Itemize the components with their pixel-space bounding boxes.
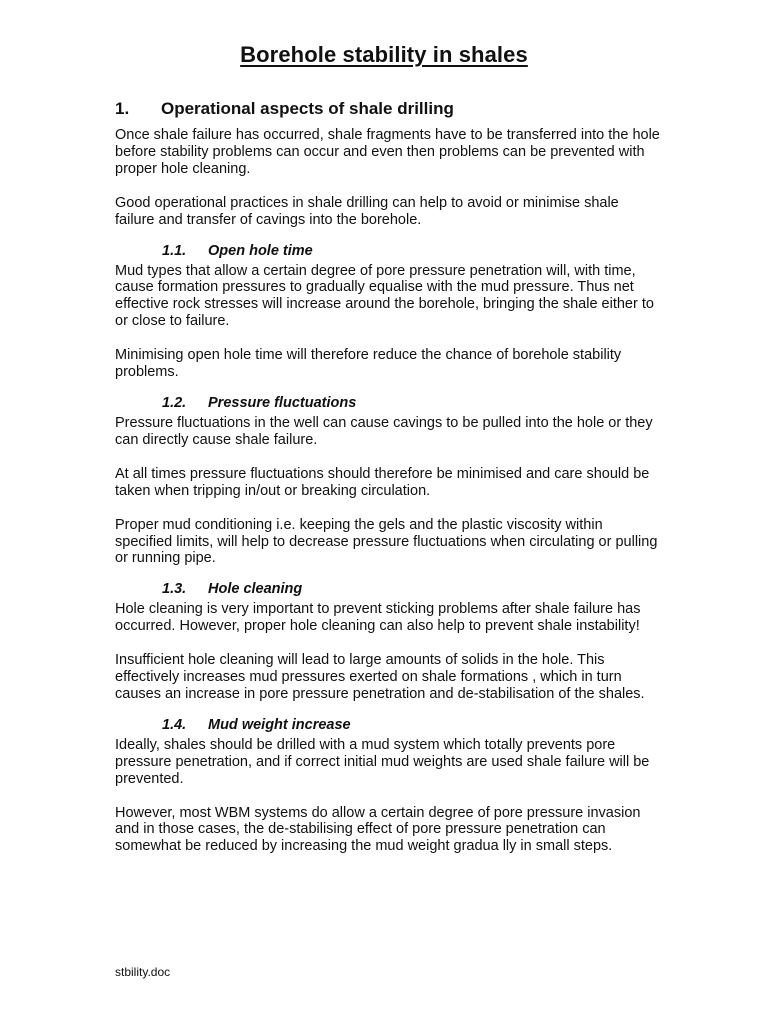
subsection-heading-open-hole-time [162,242,660,260]
subsection-heading-mud-weight-increase [162,716,660,734]
subsection-title: Open hole time [208,242,313,259]
paragraph: Mud types that allow a certain degree of pore pressure penetration will, with time, cause formation pressures to gradually equalise with the mud pressure. Thus net effective rock stresses will increase around the borehole, bringing the shale either to or close to failure. [115,262,654,330]
paragraph: At all times pressure fluctuations should therefore be minimised and care should be taken when tripping in/out or breaking circulation. [115,465,650,499]
document-title-wrap [0,42,768,68]
paragraph: Ideally, shales should be drilled with a mud system which totally prevents pore pressure penetration, and if correct initial mud weights are used shale failure will be prevented. [115,736,650,787]
paragraph: Hole cleaning is very important to prevent sticking problems after shale failure has occurred. However, proper hole cleaning can also help to prevent shale instability! [115,601,641,635]
paragraph: Minimising open hole time will therefore reduce the chance of borehole stability problems. [115,347,622,381]
paragraph: Once shale failure has occurred, shale fragments have to be transferred into the hole before stability problems can occur and even then problems can be prevented with proper hole cleaning. [115,127,660,177]
document-title: Borehole stability in shales [240,42,528,67]
footer-filename: stbility.doc [115,965,171,979]
subsection-title: Pressure fluctuations [208,394,357,411]
subsection-heading-hole-cleaning [162,580,660,598]
section-title: Operational aspects of shale drilling [161,99,454,118]
paragraph: Insufficient hole cleaning will lead to large amounts of solids in the hole. This effectively increases mud pressures exerted on shale formations , which in turn causes an increase in pore pressure penetration and de-stabilisation of the shales. [115,652,645,702]
paragraph: Proper mud conditioning i.e. keeping the gels and the plastic viscosity within specified limits, will help to decrease pressure fluctuations when circulating or pulling or running pipe. [115,516,658,567]
subsection-number: 1.1. [162,242,187,259]
subsection-title: Hole cleaning [208,581,303,598]
section-heading [115,98,660,120]
subsection-number: 1.2. [162,394,187,411]
subsection-number: 1.4. [162,716,187,733]
paragraph: Good operational practices in shale drilling can help to avoid or minimise shale failure and transfer of cavings into the borehole. [115,194,619,228]
subsection-title: Mud weight increase [208,716,351,733]
paragraph: However, most WBM systems do allow a certain degree of pore pressure invasion and in those cases, the de-stabilising effect of pore pressure penetration can somewhat be reduced by increasing the mud weight gradua lly in small steps. [115,804,641,855]
document-body [115,98,660,855]
subsection-number: 1.3. [162,581,187,598]
section-number: 1. [115,99,130,118]
paragraph: Pressure fluctuations in the well can cause cavings to be pulled into the hole or they can directly cause shale failure. [115,414,653,448]
subsection-heading-pressure-fluctuations [162,394,660,412]
